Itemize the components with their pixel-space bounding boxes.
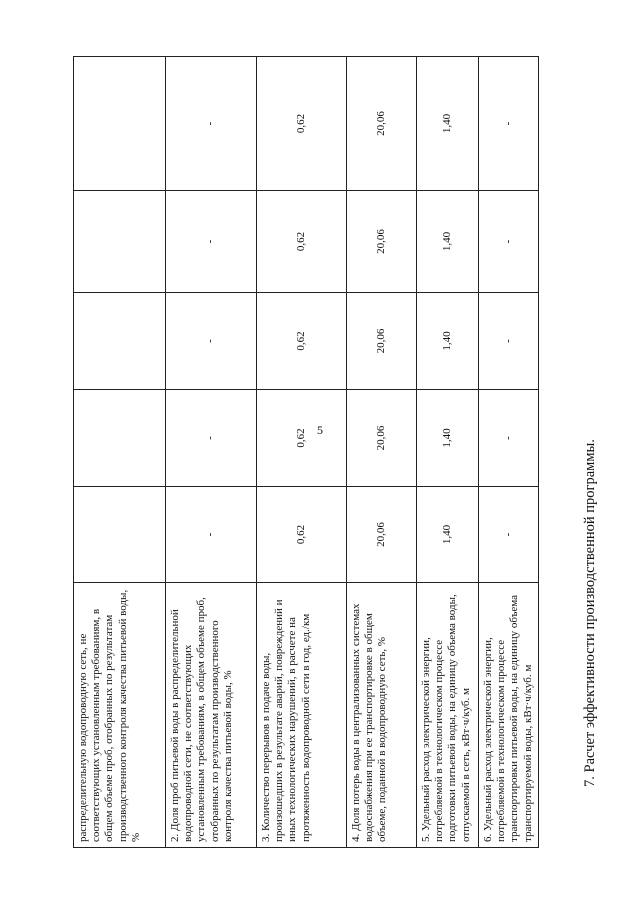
indicator-value: 1,40	[417, 487, 479, 583]
indicator-value: -	[479, 191, 539, 293]
indicator-value	[74, 57, 166, 191]
indicator-value: 20,06	[347, 57, 417, 191]
indicator-value: 0,62	[257, 57, 347, 191]
indicator-value: 20,06	[347, 293, 417, 390]
table-row	[347, 57, 417, 848]
indicator-value: -	[166, 293, 257, 390]
table-row	[417, 57, 479, 848]
indicator-description: 4. Доля потерь воды в централизованных системах водоснабжения при ее транспортировке в общем объеме, поданной в водопроводную сеть, %	[347, 583, 417, 848]
indicator-value: 0,62	[257, 191, 347, 293]
indicator-value: 20,06	[347, 390, 417, 487]
page-number: 5	[317, 423, 323, 437]
indicator-value: -	[479, 293, 539, 390]
indicator-description: распределительную водопроводную сеть, не соответствующих установленным требованиям, в общем объеме проб, отобранных по результатам производственного контроля качества питьевой воды, %	[74, 583, 166, 848]
indicator-value: -	[479, 57, 539, 191]
indicator-value: 0,62	[257, 390, 347, 487]
indicator-value	[74, 191, 166, 293]
indicator-description: 3. Количество перерывов в подаче воды, произошедших в результате аварий, повреждений и иных технологических нарушений, в расчете на протяженность водопроводной сети в год, ед./км	[257, 583, 347, 848]
indicator-value: -	[479, 390, 539, 487]
indicator-value: 1,40	[417, 390, 479, 487]
indicator-value	[74, 390, 166, 487]
indicator-description: 6. Удельный расход электрической энергии, потребляемой в технологическом процессе транспортировки питьевой воды, на единицу объема транспортируемой воды, кВт·ч/куб. м	[479, 583, 539, 848]
indicator-value: 1,40	[417, 57, 479, 191]
table-row	[74, 57, 166, 848]
indicator-value: 0,62	[257, 487, 347, 583]
indicator-value: -	[479, 487, 539, 583]
indicator-value: -	[166, 390, 257, 487]
indicator-description: 2. Доля проб питьевой воды в распределительной водопроводной сети, не соответствующих установленным требованиям, в общем объеме проб, отобранных по результатам производственного контроля качества питьевой воды, %	[166, 583, 257, 848]
indicators-table	[73, 56, 539, 848]
indicator-value: -	[166, 57, 257, 191]
indicator-value: 20,06	[347, 191, 417, 293]
indicator-value: 1,40	[417, 191, 479, 293]
section-heading: 7. Расчет эффективности производственной программы.	[582, 439, 598, 787]
table-row	[257, 57, 347, 848]
indicator-value: 0,62	[257, 293, 347, 390]
table-row	[479, 57, 539, 848]
indicator-value: 20,06	[347, 487, 417, 583]
table-row	[166, 57, 257, 848]
indicator-value: -	[166, 487, 257, 583]
indicator-value: 1,40	[417, 293, 479, 390]
indicator-description: 5. Удельный расход электрической энергии, потребляемой в технологическом процессе подготовки питьевой воды, на единицу объема воды, отпускаемой в сеть, кВт·ч/куб. м	[417, 583, 479, 848]
indicator-value: -	[166, 191, 257, 293]
indicator-value	[74, 487, 166, 583]
indicator-value	[74, 293, 166, 390]
